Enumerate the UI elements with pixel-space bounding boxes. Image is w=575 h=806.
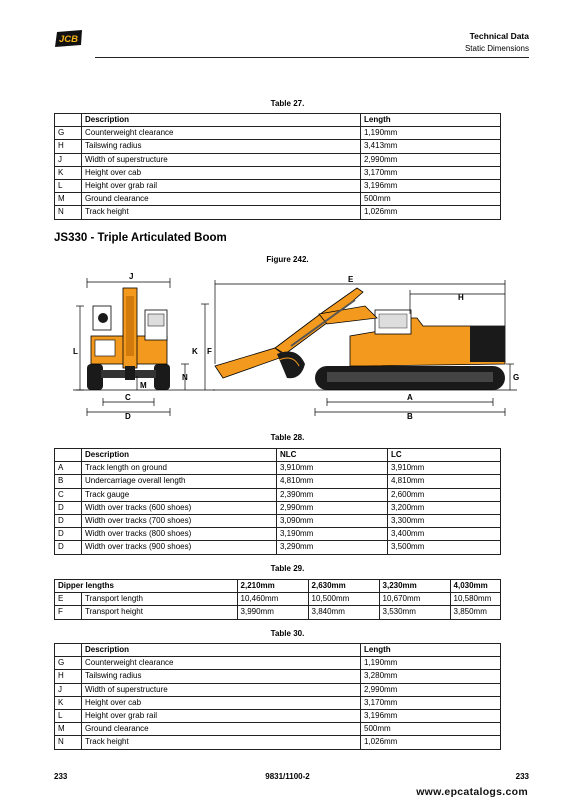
- table29: [54, 579, 501, 620]
- label-d: D: [125, 412, 131, 421]
- table-header-row: [55, 114, 501, 127]
- jcb-logo: [54, 30, 84, 47]
- label-e: E: [348, 275, 354, 284]
- col-description: Description: [82, 114, 361, 127]
- table-row: C Track gauge 2,390mm 2,600mm: [55, 488, 501, 501]
- bucket: [277, 352, 305, 379]
- col-length: Length: [361, 114, 501, 127]
- page-number-left: 233: [54, 772, 68, 781]
- side-view: [215, 288, 505, 390]
- table-row: G Counterweight clearance 1,190mm: [55, 127, 501, 140]
- label-f: F: [207, 347, 212, 356]
- table-row: J Width of superstructure 2,990mm: [55, 153, 501, 166]
- label-j: J: [129, 272, 134, 281]
- table30-caption: Table 30.: [270, 629, 305, 638]
- table-row: H Tailswing radius 3,413mm: [55, 140, 501, 153]
- table-row: A Track length on ground 3,910mm 3,910mm: [55, 462, 501, 475]
- table-row: H Tailswing radius 3,280mm: [55, 670, 501, 683]
- label-h: H: [458, 293, 464, 302]
- label-n: N: [182, 373, 188, 382]
- counterweight: [470, 326, 505, 362]
- table-row: D Width over tracks (800 shoes) 3,190mm 3,400mm: [55, 528, 501, 541]
- website-link[interactable]: www.epcatalogs.com: [416, 786, 528, 798]
- label-c: C: [125, 393, 131, 402]
- table-row: K Height over cab 3,170mm: [55, 166, 501, 179]
- excavator-figure: [65, 266, 520, 421]
- table28: [54, 448, 501, 555]
- table28-caption: Table 28.: [270, 433, 305, 442]
- table-row: L Height over grab rail 3,196mm: [55, 709, 501, 722]
- table27-caption: Table 27.: [270, 99, 305, 108]
- table-row: M Ground clearance 500mm: [55, 193, 501, 206]
- side-dipper: [215, 348, 285, 378]
- label-a: A: [407, 393, 413, 402]
- label-m: M: [140, 381, 147, 390]
- header-rule: [95, 57, 529, 58]
- table-row: G Counterweight clearance 1,190mm: [55, 657, 501, 670]
- table-row: B Undercarriage overall length 4,810mm 4,810mm: [55, 475, 501, 488]
- front-view: [87, 288, 170, 390]
- table-row: E Transport length 10,460mm 10,500mm 10,670mm 10,580mm: [55, 593, 501, 606]
- table-row: M Ground clearance 500mm: [55, 723, 501, 736]
- table-row: D Width over tracks (700 shoes) 3,090mm 3,300mm: [55, 514, 501, 527]
- table-row: N Track height 1,026mm: [55, 206, 501, 219]
- table-header-row: Description Length: [55, 644, 501, 657]
- table-header-row: Description NLC LC: [55, 449, 501, 462]
- header-subtitle: Static Dimensions: [464, 44, 529, 53]
- right-track: [154, 364, 170, 390]
- section-title: JS330 - Triple Articulated Boom: [54, 232, 227, 244]
- table-row: D Width over tracks (900 shoes) 3,290mm 3,500mm: [55, 541, 501, 554]
- label-g: G: [513, 373, 520, 382]
- left-track: [87, 364, 103, 390]
- page-number-right: 233: [515, 772, 529, 781]
- table-row: F Transport height 3,990mm 3,840mm 3,530mm 3,850mm: [55, 606, 501, 619]
- table-row: L Height over grab rail 3,196mm: [55, 179, 501, 192]
- table-header-row: Dipper lengths 2,210mm 2,630mm 3,230mm 4,030mm: [55, 580, 501, 593]
- label-b: B: [407, 412, 413, 421]
- label-l: L: [73, 347, 78, 356]
- header-title: Technical Data: [469, 31, 529, 41]
- label-k: K: [192, 347, 198, 356]
- logo-text: JCB: [58, 34, 79, 45]
- figure-caption: Figure 242.: [266, 255, 309, 264]
- table-row: K Height over cab 3,170mm: [55, 696, 501, 709]
- document-number: 9831/1100-2: [265, 772, 310, 781]
- table27: [54, 113, 501, 220]
- table-row: J Width of superstructure 2,990mm: [55, 683, 501, 696]
- table30: [54, 643, 501, 750]
- table29-caption: Table 29.: [270, 564, 305, 573]
- table-row: N Track height 1,026mm: [55, 736, 501, 749]
- table-row: D Width over tracks (600 shoes) 2,990mm 3,200mm: [55, 501, 501, 514]
